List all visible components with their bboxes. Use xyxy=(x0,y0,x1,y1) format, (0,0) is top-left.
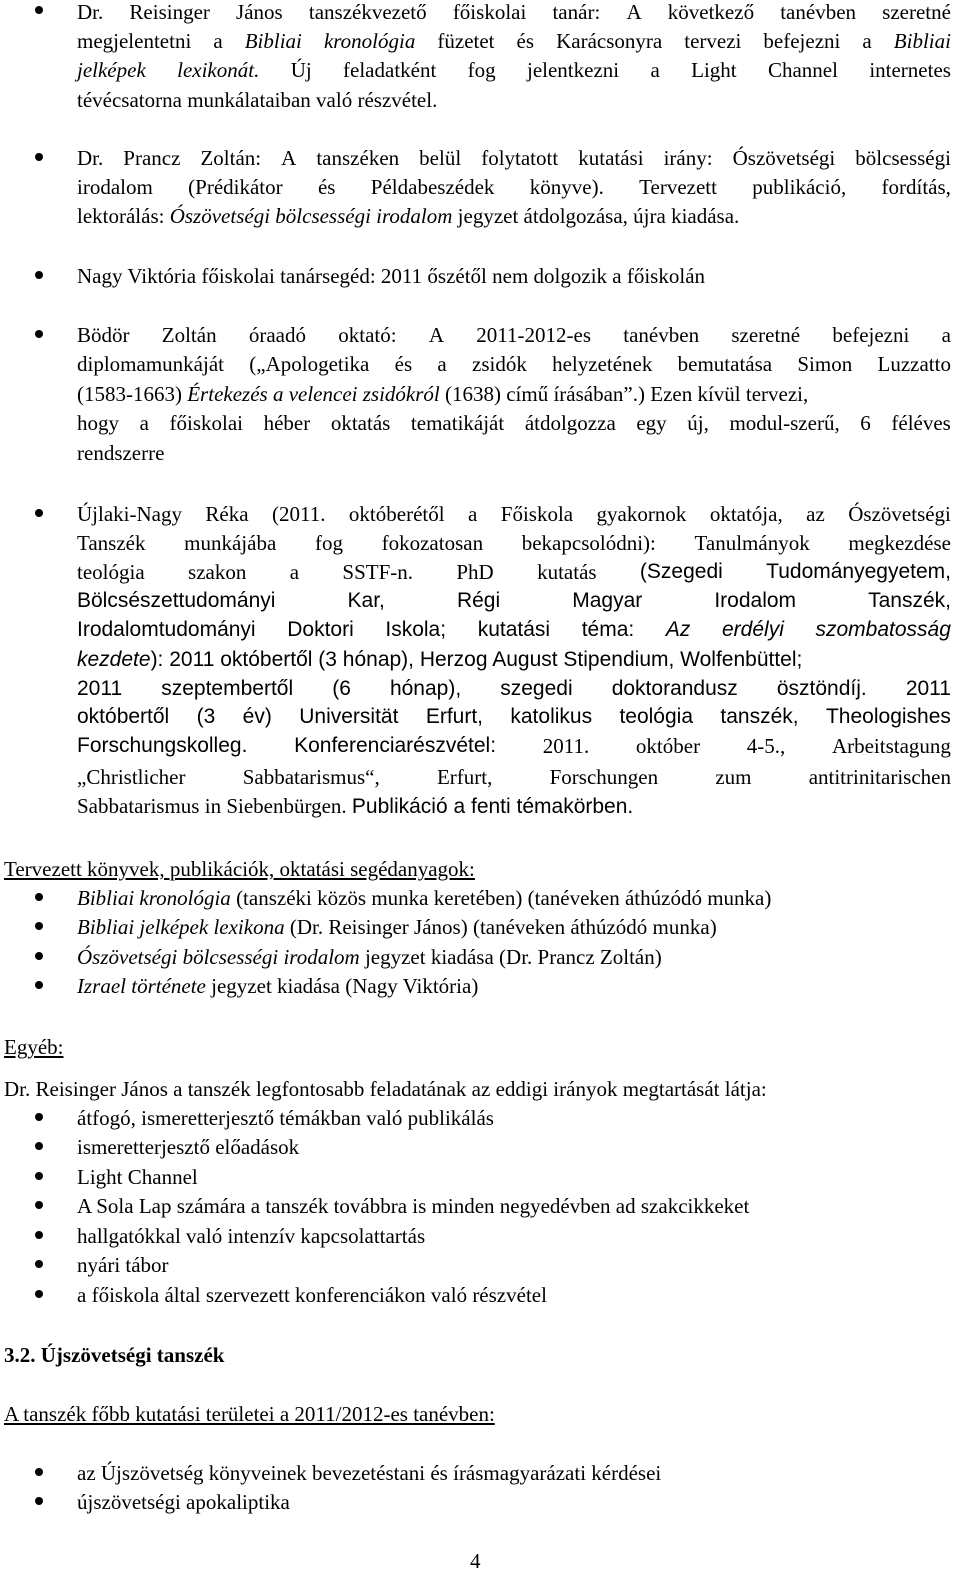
text-run: a xyxy=(468,502,478,526)
text-run: Ószövetségi bölcsességi irodalom xyxy=(169,204,453,228)
text-run: Tanulmányok xyxy=(694,531,810,555)
text-run: (3 xyxy=(196,705,216,728)
text-run: kutatási xyxy=(477,618,551,641)
text-run: és xyxy=(394,352,413,376)
text-run: („Apologetika xyxy=(249,352,370,376)
text-run: Bibliai jelképek lexikona xyxy=(77,915,285,939)
text-run: antitrinitarischen xyxy=(808,765,951,789)
text-run: Izrael története xyxy=(77,974,206,998)
text-run: könyve). xyxy=(529,175,604,199)
text-run: gyakornok xyxy=(596,502,687,526)
text-run: jelképek xyxy=(77,58,146,82)
text-run: modul-szerű, xyxy=(729,411,840,435)
bullet-icon xyxy=(35,1172,43,1180)
text-run: hogy xyxy=(77,411,119,435)
text-run: jelentkezni xyxy=(527,58,620,82)
text-run: Dr. xyxy=(77,146,104,170)
section-item: az Újszövetség könyveinek bevezetéstani és írásmagyarázati kérdései xyxy=(77,1461,662,1485)
text-run: János xyxy=(236,0,283,24)
text-run: Light xyxy=(691,58,737,82)
text-run: Erfurt, xyxy=(425,705,483,728)
text-run: teológia xyxy=(619,705,694,728)
text-run: szeptembertől xyxy=(161,677,294,700)
text-run: Újlaki-Nagy xyxy=(77,502,182,526)
text-run: Theologishes xyxy=(825,705,951,728)
text-run: Tanszék, xyxy=(868,589,951,612)
text-run: füzetet xyxy=(437,29,495,53)
text-run: zum xyxy=(715,765,752,789)
text-run: Főiskola xyxy=(500,502,574,526)
text-run: kezdete xyxy=(77,648,151,671)
text-run: lektorálás: xyxy=(77,204,170,228)
text-run: év) xyxy=(242,705,272,728)
text-run: belül xyxy=(419,146,462,170)
bullet-icon xyxy=(35,330,43,338)
planned-heading: Tervezett könyvek, publikációk, oktatási segédanyagok: xyxy=(4,857,475,881)
text-run: Ószövetségi bölcsességi irodalom xyxy=(77,945,360,969)
text-run: fog xyxy=(314,531,343,555)
text-run: Régi xyxy=(456,589,501,612)
text-run: Dr. xyxy=(77,0,104,24)
text-run: szeretné xyxy=(731,323,801,347)
text-run: helyzetének xyxy=(552,352,653,376)
text-run: jegyzet átdolgozása, újra kiadása. xyxy=(452,204,740,228)
text-run: Bibliai xyxy=(893,29,951,53)
text-run: fordítás, xyxy=(881,175,951,199)
bullet-icon xyxy=(35,1201,43,1209)
text-run: főiskolai xyxy=(169,411,244,435)
text-run: Iskola; xyxy=(385,618,447,641)
planned-item xyxy=(77,974,478,998)
text-run: folytatott xyxy=(481,146,559,170)
list-line xyxy=(77,0,951,24)
text-run: Prancz xyxy=(123,146,181,170)
list-line xyxy=(77,411,951,435)
text-run: Nagy Viktória főiskolai tanársegéd: 2011 őszétől nem dolgozik a főiskolán xyxy=(77,264,706,288)
text-run: Magyar xyxy=(572,589,643,612)
text-run: tanszékvezető xyxy=(308,0,427,24)
bullet-icon xyxy=(35,893,43,901)
text-run: Forschungen xyxy=(549,765,659,789)
text-run: (6 xyxy=(332,677,351,700)
text-run: diplomamunkáját xyxy=(77,352,224,376)
text-run: Irodalomtudományi xyxy=(77,618,256,641)
text-run: Luzzatto xyxy=(877,352,951,376)
list-line xyxy=(77,58,951,82)
text-run: kutatás xyxy=(537,560,597,584)
text-run: PhD xyxy=(456,560,494,584)
bullet-icon xyxy=(35,153,43,161)
text-run: tematikáját xyxy=(410,411,505,435)
text-run: féléves xyxy=(891,411,951,435)
bullet-icon xyxy=(35,1142,43,1150)
text-run: Sabbatarismus“, xyxy=(242,765,380,789)
text-run: ): 2011 októbertől (3 hónap), Herzog August Stipendium, Wolfenbüttel; xyxy=(150,648,803,671)
text-run: (2011. xyxy=(272,502,326,526)
other-item: Light Channel xyxy=(77,1165,198,1189)
text-run: (1638) című írásában”.) Ezen kívül tervezi, xyxy=(439,382,809,406)
text-run: Tervezett xyxy=(639,175,717,199)
list-line xyxy=(77,382,808,406)
bullet-icon xyxy=(35,1113,43,1121)
other-item: nyári tábor xyxy=(77,1253,169,1277)
list-line xyxy=(77,323,951,347)
text-run: 6 xyxy=(860,411,871,435)
bullet-icon xyxy=(35,981,43,989)
list-line xyxy=(77,146,951,170)
other-item: átfogó, ismeretterjesztő témákban való publikálás xyxy=(77,1106,494,1130)
text-run: oktató: xyxy=(338,323,397,347)
list-line xyxy=(77,734,951,758)
text-run: publikáció, xyxy=(752,175,847,199)
other-heading: Egyéb: xyxy=(4,1035,64,1059)
list-line xyxy=(77,502,951,526)
bullet-icon xyxy=(35,1260,43,1268)
section-heading: 3.2. Újszövetségi tanszék xyxy=(4,1343,225,1367)
list-line xyxy=(77,441,164,465)
text-run: zsidók xyxy=(472,352,527,376)
bullet-icon xyxy=(35,1468,43,1476)
text-run: A xyxy=(281,146,297,170)
text-run: Sabbatarismus in Siebenbürgen. xyxy=(77,794,352,818)
text-run: Bibliai xyxy=(244,29,302,53)
text-run: Példabeszédek xyxy=(370,175,495,199)
text-run: kutatási xyxy=(578,146,644,170)
text-run: tanszék, xyxy=(720,705,799,728)
text-run: bölcsességi xyxy=(855,146,951,170)
text-run: következő xyxy=(667,0,755,24)
text-run: erdélyi xyxy=(722,618,784,641)
text-run: téma: xyxy=(581,618,635,641)
text-run: (Dr. Reisinger János) (tanéveken áthúzódó munka) xyxy=(284,915,717,939)
list-line xyxy=(77,29,951,53)
bullet-icon xyxy=(35,1231,43,1239)
list-line xyxy=(77,589,951,613)
bullet-icon xyxy=(35,1497,43,1505)
text-run: a xyxy=(437,352,447,376)
text-run: (Prédikátor xyxy=(188,175,283,199)
text-run: Erfurt, xyxy=(436,765,493,789)
planned-item xyxy=(77,915,717,939)
text-run: átdolgozza xyxy=(524,411,616,435)
text-run: új, xyxy=(687,411,709,435)
text-run: 2011 xyxy=(77,677,123,700)
bullet-icon xyxy=(35,922,43,930)
text-run: a xyxy=(289,560,300,584)
text-run: a xyxy=(213,29,223,53)
list-line xyxy=(77,175,951,199)
text-run: és xyxy=(516,29,535,53)
text-run: ösztöndíj. xyxy=(776,677,867,700)
text-run: tanszéken xyxy=(316,146,400,170)
bullet-icon xyxy=(35,952,43,960)
text-run: jegyzet kiadása (Dr. Prancz Zoltán) xyxy=(359,945,662,969)
text-run: hónap), xyxy=(389,677,462,700)
text-run: (1583-1663) xyxy=(77,382,188,406)
text-run: „Christlicher xyxy=(77,765,186,789)
text-run: Bölcsészettudományi xyxy=(77,589,276,612)
list-line xyxy=(77,705,951,729)
list-line xyxy=(77,88,437,112)
text-run: Karácsonyra xyxy=(556,29,663,53)
text-run: szegedi xyxy=(500,677,573,700)
other-intro: Dr. Reisinger János a tanszék legfontosabb feladatának az eddigi irányok megtartását látja: xyxy=(4,1077,767,1101)
text-run: októberétől xyxy=(348,502,445,526)
text-run: oktatás xyxy=(330,411,391,435)
planned-item xyxy=(77,945,662,969)
text-run: 2011-2012-es xyxy=(476,323,591,347)
text-run: befejezni xyxy=(832,323,910,347)
text-run: Publikáció a fenti témakörben. xyxy=(351,795,634,818)
text-run: megjelentetni xyxy=(77,29,192,53)
text-run: munkájába xyxy=(184,531,277,555)
list-line xyxy=(77,204,739,228)
text-run: Arbeitstagung xyxy=(831,734,951,758)
planned-item xyxy=(77,886,771,910)
list-line xyxy=(77,618,951,642)
text-run: (tanszéki közös munka keretében) (tanéveken áthúzódó munka) xyxy=(230,886,772,910)
bullet-icon xyxy=(35,509,43,517)
list-line xyxy=(77,765,951,789)
text-run: az xyxy=(806,502,825,526)
text-run: Ószövetségi xyxy=(848,502,951,526)
text-run: tervezi xyxy=(684,29,742,53)
text-run: Reisinger xyxy=(129,0,210,24)
text-run: SSTF-n. xyxy=(342,560,413,584)
text-run: A xyxy=(626,0,642,24)
text-run: és xyxy=(317,175,336,199)
bullet-icon xyxy=(35,1290,43,1298)
other-item: a főiskola által szervezett konferenciákon való részvétel xyxy=(77,1283,547,1307)
text-run: a xyxy=(650,58,660,82)
text-run: 2011. xyxy=(542,734,590,758)
list-line xyxy=(77,531,951,555)
text-run: fokozatosan xyxy=(381,531,484,555)
text-run: a xyxy=(941,323,951,347)
section-item: újszövetségi apokaliptika xyxy=(77,1490,290,1514)
text-run: Forschungskolleg. xyxy=(77,734,248,757)
text-run: Channel xyxy=(767,58,838,82)
text-run: teológia xyxy=(77,560,145,584)
text-run: tanévben xyxy=(780,0,857,24)
text-run: óraadó xyxy=(248,323,306,347)
text-run: Réka xyxy=(205,502,249,526)
bullet-icon xyxy=(35,6,43,14)
text-run: Bibliai kronológia xyxy=(77,886,231,910)
text-run: megkezdése xyxy=(848,531,951,555)
list-line xyxy=(77,647,802,672)
text-run: 4-5., xyxy=(746,734,786,758)
list-line xyxy=(77,264,705,288)
text-run: internetes xyxy=(869,58,951,82)
text-run: Tudományegyetem, xyxy=(766,560,951,583)
text-run: tévécsatorna munkálataiban való részvétel. xyxy=(77,88,438,112)
text-run: Bödör xyxy=(77,323,130,347)
text-run: Universität xyxy=(299,705,399,728)
text-run: Irodalom xyxy=(714,589,797,612)
section-subheading: A tanszék főbb kutatási területei a 2011/2012-es tanévben: xyxy=(4,1402,495,1426)
text-run: héber xyxy=(263,411,311,435)
text-run: Konferenciarészvétel: xyxy=(294,734,497,757)
text-run: Kar, xyxy=(347,589,385,612)
text-run: a xyxy=(139,411,149,435)
text-run: szombatosság xyxy=(815,618,951,641)
text-run: lexikonát. xyxy=(177,58,260,82)
text-run: irány: xyxy=(663,146,713,170)
text-run: oktatója, xyxy=(709,502,783,526)
text-run: fog xyxy=(467,58,496,82)
text-run: bemutatása xyxy=(677,352,773,376)
text-run: doktorandusz xyxy=(611,677,738,700)
text-run: tanár: xyxy=(552,0,601,24)
text-run: főiskolai xyxy=(452,0,527,24)
text-run: Zoltán xyxy=(161,323,217,347)
text-run: októbertől xyxy=(77,705,170,728)
text-run: a xyxy=(862,29,872,53)
text-run: rendszerre xyxy=(77,441,165,465)
list-line xyxy=(77,677,951,701)
text-run: befejezni xyxy=(763,29,841,53)
page-number: 4 xyxy=(470,1549,481,1573)
text-run: október xyxy=(635,734,701,758)
text-run: A xyxy=(428,323,445,347)
other-item: ismeretterjesztő előadások xyxy=(77,1135,300,1159)
text-run: Zoltán: xyxy=(200,146,262,170)
text-run: feladatként xyxy=(343,58,437,82)
text-run: 2011 xyxy=(905,677,951,700)
text-run: Értekezés a velencei zsidókról xyxy=(187,382,440,406)
text-run: tanévben xyxy=(623,323,700,347)
text-run: Doktori xyxy=(287,618,354,641)
other-item: A Sola Lap számára a tanszék továbbra is minden negyedévben ad szakcikkeket xyxy=(77,1194,750,1218)
other-item: hallgatókkal való intenzív kapcsolattartás xyxy=(77,1224,426,1248)
bullet-icon xyxy=(35,271,43,279)
text-run: Ószövetségi xyxy=(732,146,836,170)
text-run: Az xyxy=(665,618,691,641)
text-run: Tanszék xyxy=(77,531,146,555)
text-run: szakon xyxy=(188,560,247,584)
text-run: jegyzet kiadása (Nagy Viktória) xyxy=(205,974,479,998)
text-run: kronológia xyxy=(323,29,416,53)
text-run: katolikus xyxy=(510,705,593,728)
text-run: egy xyxy=(636,411,667,435)
text-run: Simon xyxy=(797,352,853,376)
list-line xyxy=(77,794,633,819)
text-run: szeretné xyxy=(882,0,951,24)
text-run: (Szegedi xyxy=(639,560,723,583)
text-run: irodalom xyxy=(77,175,153,199)
text-run: Új xyxy=(290,58,312,82)
list-line xyxy=(77,560,951,584)
text-run: bekapcsolódni): xyxy=(521,531,656,555)
list-line xyxy=(77,352,951,376)
